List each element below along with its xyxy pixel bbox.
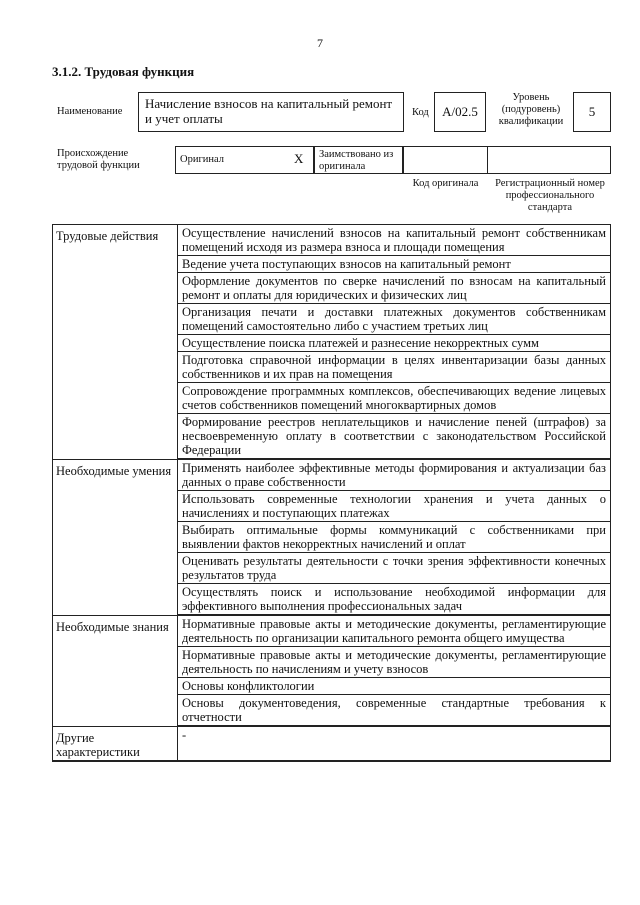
code-label: Код <box>412 107 429 118</box>
section-item: Оформление документов по сверке начислений по взносам на капитальный ремонт и оплаты для юридических и физических лиц <box>178 273 611 304</box>
section-item: Осуществление начислений взносов на капитальный ремонт собственникам помещений исходя из размера взноса и площади помещения <box>178 225 611 256</box>
page-number: 7 <box>317 36 323 50</box>
reg-number-cell <box>487 146 611 174</box>
code-value: A/02.5 <box>434 92 486 132</box>
borrowed-label: Заимствовано из оригинала <box>319 149 394 172</box>
table-row <box>53 225 611 256</box>
section-item: Использовать современные технологии хранения и учета данных о начислениях и поступающих платежах <box>178 491 611 522</box>
reg-number-caption: Регистрационный номер профессионального стандарта <box>495 178 605 213</box>
table-row <box>53 726 611 761</box>
section-item: Основы конфликтологии <box>178 678 611 695</box>
section-title: 3.1.2. Трудовая функция <box>52 64 195 79</box>
name-label: Наименование <box>57 106 123 117</box>
section-item: Нормативные правовые акты и методические документы, регламентирующие деятельность по начислениям и учету взносов <box>178 647 611 678</box>
section-label: Необходимые умения <box>53 459 178 615</box>
section-label: Другие характеристики <box>53 726 178 761</box>
original-mark: X <box>294 151 304 166</box>
section-item: Организация печати и доставки платежных документов собственникам помещений самостоятельно либо с участием третьих лиц <box>178 304 611 335</box>
level-value: 5 <box>573 92 611 132</box>
section-item: Основы документоведения, современные стандартные требования к отчетности <box>178 695 611 727</box>
section-item: Выбирать оптимальные формы коммуникаций с собственниками при выявлении фактов некорректных начислений и оплат <box>178 522 611 553</box>
section-item: Нормативные правовые акты и методические документы, регламентирующие деятельность по организации капитального ремонта общего имущества <box>178 615 611 647</box>
table-row <box>53 459 611 491</box>
table-row <box>53 615 611 647</box>
section-label: Трудовые действия <box>53 225 178 460</box>
section-label: Необходимые знания <box>53 615 178 726</box>
section-item: - <box>178 726 611 761</box>
level-label: Уровень (подуровень) квалификации <box>498 92 564 127</box>
section-item: Формирование реестров неплательщиков и начисление пеней (штрафов) за несвоевременную оплату в соответствии с законодательством Российской Федерации <box>178 414 611 460</box>
section-item: Ведение учета поступающих взносов на капитальный ремонт <box>178 256 611 273</box>
original-code-cell <box>403 146 488 174</box>
section-item: Сопровождение программных комплексов, обеспечивающих ведение лицевых счетов собственников помещений многоквартирных домов <box>178 383 611 414</box>
origin-label: Происхождение трудовой функции <box>57 148 140 171</box>
name-value: Начисление взносов на капитальный ремонт и учет оплаты <box>138 92 404 132</box>
function-table <box>52 224 611 762</box>
section-item: Подготовка справочной информации в целях инвентаризации базы данных собственников и их прав на помещения <box>178 352 611 383</box>
section-item: Осуществление поиска платежей и разнесение некорректных сумм <box>178 335 611 352</box>
section-item: Применять наиболее эффективные методы формирования и актуализации баз данных о праве собственности <box>178 459 611 491</box>
original-label: Оригинал <box>180 154 224 165</box>
original-code-caption: Код оригинала <box>412 178 479 189</box>
section-item: Осуществлять поиск и использование необходимой информации для эффективного выполнения профессиональных задач <box>178 584 611 616</box>
section-item: Оценивать результаты деятельности с точки зрения эффективности конечных результатов труда <box>178 553 611 584</box>
